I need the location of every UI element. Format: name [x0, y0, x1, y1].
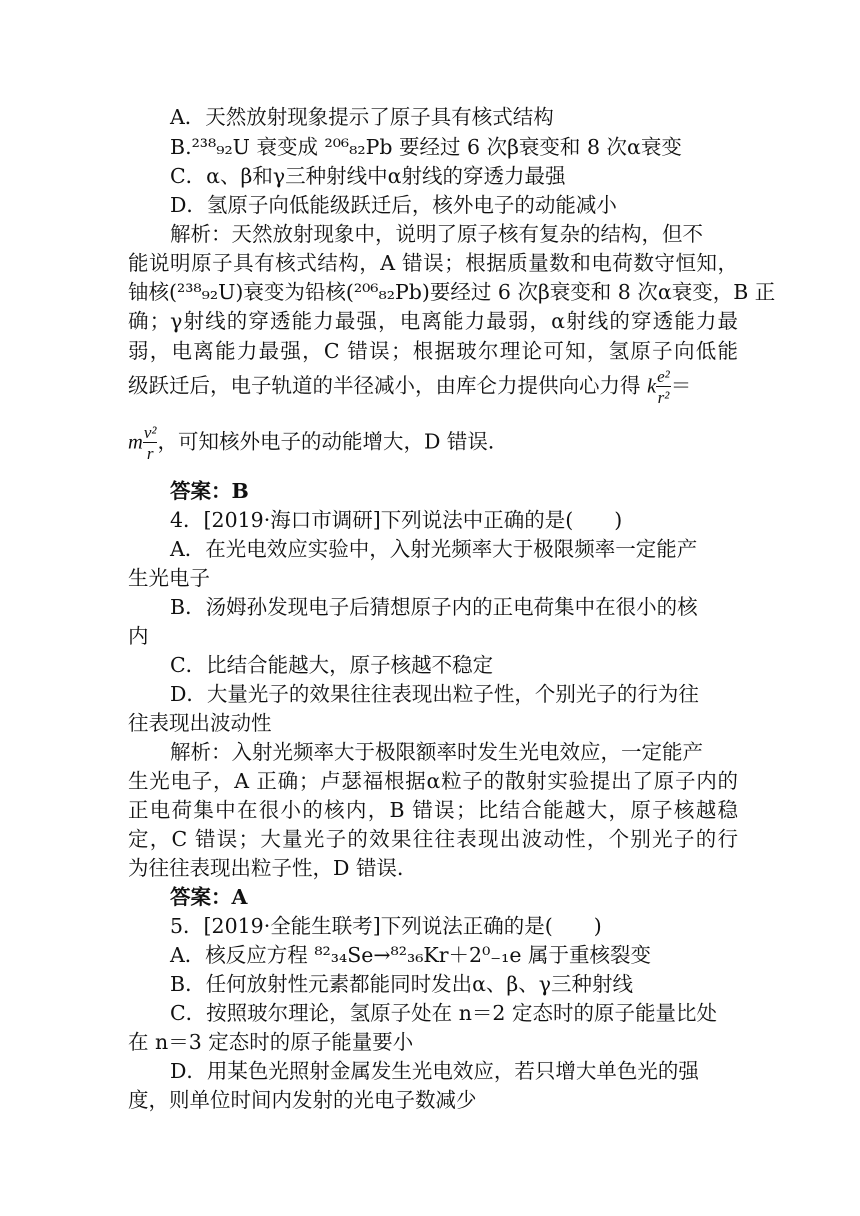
- prev-answer: 答案：B: [170, 479, 249, 503]
- formula-fraction-v2-r: $\frac{\text{v²}}{r}$: [143, 423, 157, 463]
- prev-analysis-line-3: 铀核(²³⁸₉₂U)衰变为铅核(²⁰⁶₈₂Pb)要经过 6 次β衰变和 8 次α衰变，B 正: [128, 280, 776, 304]
- q5-option-c-line-2: 在 n＝3 定态时的原子能量要小: [128, 1030, 414, 1054]
- formula-fraction-e2-r2: $\frac{\text{e²}}{\text{r²}}$: [657, 367, 670, 407]
- formula-m: m: [128, 431, 143, 454]
- prev-option-b: B.²³⁸₉₂U 衰变成 ²⁰⁶₈₂Pb 要经过 6 次β衰变和 8 次α衰变: [170, 135, 682, 159]
- q5-stem: 5．[2019·全能生联考]下列说法正确的是( ): [170, 914, 602, 938]
- q5-option-b: B．任何放射性元素都能同时发出α、β、γ三种射线: [170, 972, 634, 996]
- q4-option-b-line-2: 内: [128, 624, 149, 648]
- q5-option-d-line-1: D．用某色光照射金属发生光电效应，若只增大单色光的强: [170, 1059, 699, 1083]
- q4-analysis-line-4: 定，C 错误；大量光子的效果往往表现出波动性，个别光子的行: [128, 827, 738, 851]
- q5-option-a: A．核反应方程 ⁸²₃₄Se→⁸²₃₆Kr＋2⁰₋₁e 属于重核裂变: [170, 943, 651, 967]
- q4-stem: 4．[2019·海口市调研]下列说法中正确的是( ): [170, 508, 623, 532]
- prev-analysis-line-5: 弱，电离能力最强，C 错误；根据玻尔理论可知，氢原子向低能: [128, 339, 738, 363]
- q4-analysis-line-1: 解析：入射光频率大于极限额率时发生光电效应，一定能产: [170, 740, 703, 764]
- prev-option-d: D．氢原子向低能级跃迁后，核外电子的动能减小: [170, 193, 617, 217]
- q4-analysis-line-2: 生光电子，A 正确；卢瑟福根据α粒子的散射实验提出了原子内的: [128, 769, 738, 793]
- q4-option-d-line-2: 往表现出波动性: [128, 711, 272, 735]
- prev-analysis-line-2: 能说明原子具有核式结构，A 错误；根据质量数和电荷数守恒知，: [128, 251, 738, 275]
- q4-option-a-line-1: A．在光电效应实验中，入射光频率大于极限频率一定能产: [170, 537, 698, 561]
- prev-analysis-line-4: 确；γ射线的穿透能力最强，电离能力最弱，α射线的穿透能力最: [128, 309, 738, 333]
- prev-analysis-line-1: 解析：天然放射现象中，说明了原子核有复杂的结构，但不: [170, 222, 703, 246]
- q4-option-d-line-1: D．大量光子的效果往往表现出粒子性，个别光子的行为往: [170, 682, 699, 706]
- q5-option-d-line-2: 度，则单位时间内发射的光电子数减少: [128, 1088, 477, 1112]
- formula-k: k: [647, 375, 657, 398]
- q4-option-b-line-1: B．汤姆孙发现电子后猜想原子内的正电荷集中在很小的核: [170, 595, 698, 619]
- q4-option-a-line-2: 生光电子: [128, 566, 210, 590]
- q4-analysis-line-5: 为往往表现出粒子性，D 错误．: [128, 856, 418, 880]
- prev-analysis-line-7: m $\frac{\text{v²}}{r}$ ，可知核外电子的动能增大，D 错误．: [128, 423, 509, 463]
- prev-option-a: A．天然放射现象提示了原子具有核式结构: [170, 105, 554, 129]
- q4-analysis-line-3: 正电荷集中在很小的核内，B 错误；比结合能越大，原子核越稳: [128, 798, 738, 822]
- prev-option-c: C．α、β和γ三种射线中α射线的穿透力最强: [170, 164, 566, 188]
- q4-option-c: C．比结合能越大，原子核越不稳定: [170, 653, 494, 677]
- q5-option-c-line-1: C．按照玻尔理论，氢原子处在 n＝2 定态时的原子能量比处: [170, 1001, 717, 1025]
- q4-answer: 答案：A: [170, 885, 248, 909]
- prev-analysis-line-6: 级跃迁后，电子轨道的半径减小，由库仑力提供向心力得 k $\frac{\text{e²}}{\text{r²}}$ ＝: [128, 367, 692, 407]
